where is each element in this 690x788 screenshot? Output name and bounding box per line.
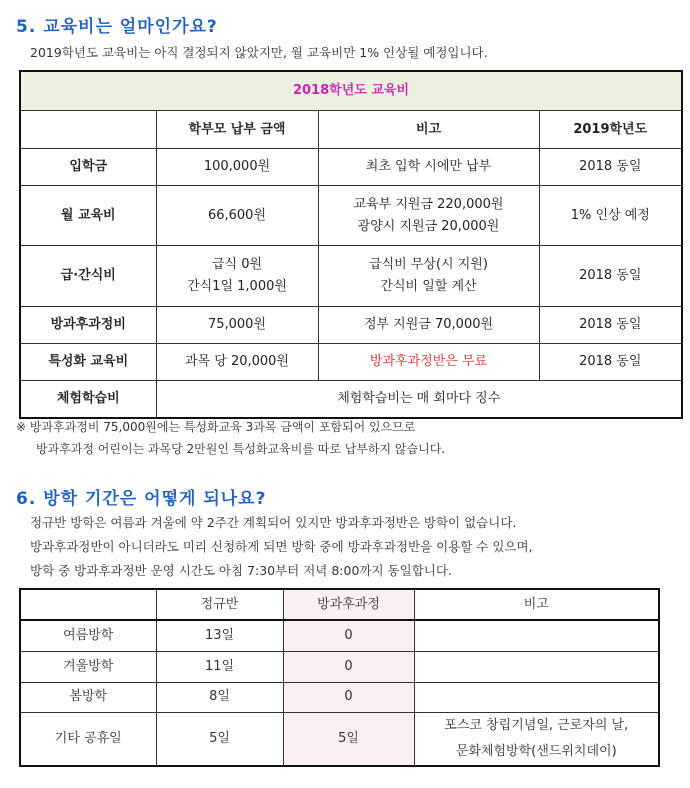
table-row (20, 307, 682, 344)
note (414, 712, 659, 766)
note-line: 간식비 일할 계산 (380, 279, 477, 294)
footnote: ※ 방과후과정비 75,000원에는 특성화교육 3과목 금액이 포함되어 있으므로 (16, 420, 416, 434)
table-row (20, 381, 682, 418)
table-row (20, 186, 682, 246)
row-label: 여름방학 (20, 620, 156, 651)
note-line: 광양시 지원금 20,000원 (357, 218, 500, 234)
row-label: 급·간식비 (20, 246, 156, 307)
note-line: 급식비 무상(시 지원) (369, 257, 488, 272)
next-year: 2018 동일 (539, 307, 682, 344)
amount: 100,000원 (156, 149, 318, 186)
header-cell: 비고 (414, 589, 659, 620)
row-label: 겨울방학 (20, 651, 156, 682)
afterschool-days: 5일 (283, 712, 414, 766)
afterschool-days: 0 (283, 682, 414, 712)
table-row (20, 344, 682, 381)
header-cell: 학부모 납부 금액 (156, 111, 318, 149)
regular-days: 11일 (156, 651, 283, 682)
note-line: 포스코 창립기념일, 근로자의 날, (444, 717, 629, 733)
paragraph-line: 방과후과정반이 아니더라도 미리 신청하게 되면 방학 중에 방과후과정반을 이용할 수 있으며, (30, 539, 533, 554)
regular-days: 5일 (156, 712, 283, 766)
table-row (20, 620, 659, 651)
next-year: 1% 인상 예정 (539, 186, 682, 246)
note: 정부 지원금 70,000원 (318, 307, 539, 344)
note (414, 682, 659, 712)
note (414, 620, 659, 651)
note: 최초 입학 시에만 납부 (318, 149, 539, 186)
header-cell (20, 589, 156, 620)
header-cell (20, 111, 156, 149)
next-year: 2018 동일 (539, 246, 682, 307)
row-label: 방과후과정비 (20, 307, 156, 344)
header-cell: 방과후과정 (283, 589, 414, 620)
regular-days: 13일 (156, 620, 283, 651)
section5-intro: 2019학년도 교육비는 아직 결정되지 않았지만, 월 교육비만 1% 인상될 예정입니다. (30, 45, 488, 60)
next-year: 2018 동일 (539, 344, 682, 381)
amount (156, 246, 318, 307)
amount-line: 간식1일 1,000원 (187, 279, 287, 294)
note-line: 교육부 지원금 220,000원 (353, 196, 504, 212)
row-label: 기타 공휴일 (20, 712, 156, 766)
note-line: 문화체험방학(샌드위치데이) (455, 743, 617, 759)
row-label: 체험학습비 (20, 381, 156, 418)
amount: 과목 당 20,000원 (156, 344, 318, 381)
tuition-table-title: 2018학년도 교육비 (20, 71, 682, 111)
afterschool-days: 0 (283, 651, 414, 682)
paragraph-line: 정규반 방학은 여름과 겨울에 약 2주간 계획되어 있지만 방과후과정반은 방학이 없습니다. (30, 515, 517, 530)
afterschool-days: 0 (283, 620, 414, 651)
note: 방과후과정반은 무료 (318, 344, 539, 381)
next-year: 2018 동일 (539, 149, 682, 186)
header-cell: 2019학년도 (539, 111, 682, 149)
table-row (20, 149, 682, 186)
table-row (20, 651, 659, 682)
section5-title: 5. 교육비는 얼마인가요? (16, 17, 218, 37)
header-cell: 비고 (318, 111, 539, 149)
amount: 75,000원 (156, 307, 318, 344)
row-label: 봄방학 (20, 682, 156, 712)
row-label: 월 교육비 (20, 186, 156, 246)
vacation-table (19, 588, 660, 767)
paragraph-line: 방학 중 방과후과정반 운영 시간도 아침 7:30부터 저녁 8:00까지 동일합니다. (30, 563, 452, 578)
tuition-table (19, 70, 683, 419)
amount: 66,600원 (156, 186, 318, 246)
note (318, 246, 539, 307)
note (414, 651, 659, 682)
row-label: 특성화 교육비 (20, 344, 156, 381)
table-row (20, 712, 659, 766)
note: 체험학습비는 매 회마다 징수 (156, 381, 682, 418)
footnote: 방과후과정 어린이는 과목당 2만원인 특성화교육비를 따로 납부하지 않습니다. (36, 442, 446, 456)
note (318, 186, 539, 246)
header-cell: 정규반 (156, 589, 283, 620)
section6-title: 6. 방학 기간은 어떻게 되나요? (16, 489, 267, 509)
table-row (20, 682, 659, 712)
amount-line: 급식 0원 (211, 257, 263, 272)
row-label: 입학금 (20, 149, 156, 186)
regular-days: 8일 (156, 682, 283, 712)
table-row (20, 246, 682, 307)
